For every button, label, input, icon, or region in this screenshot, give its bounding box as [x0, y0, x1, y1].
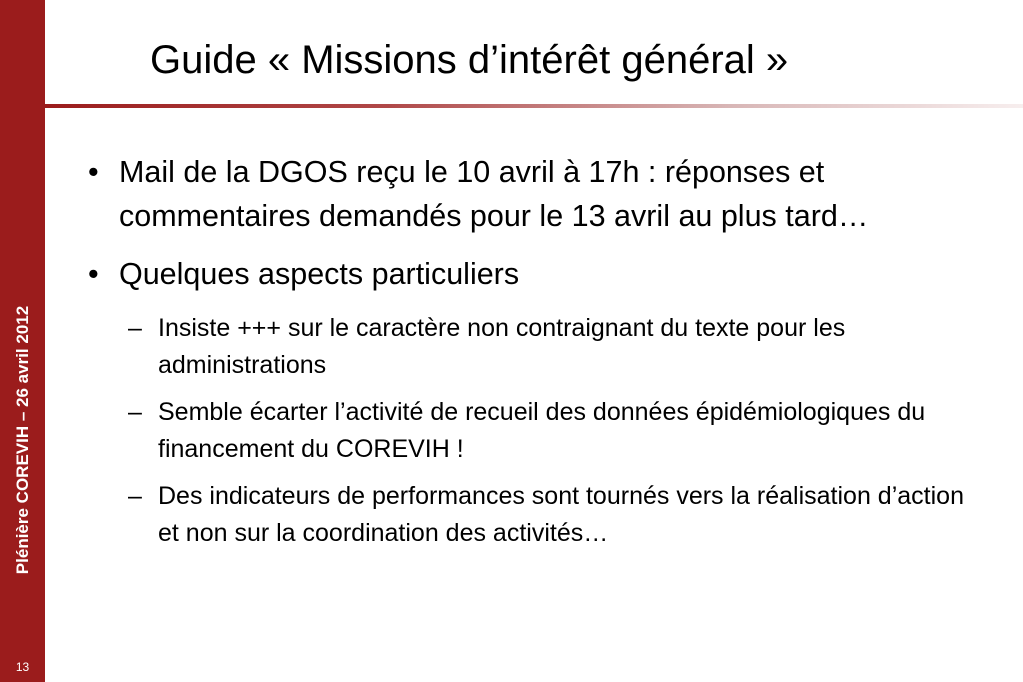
- bullet-item: • Quelques aspects particuliers: [82, 252, 982, 296]
- sub-bullet-item: – Des indicateurs de performances sont tournés vers la réalisation d’action et non sur la coordination des activités…: [120, 478, 982, 552]
- slide-number: 13: [15, 660, 30, 674]
- slide-content: [82, 150, 982, 562]
- title-divider: [45, 104, 1023, 108]
- sub-bullet-item: – Semble écarter l’activité de recueil des données épidémiologiques du financement du COREVIH !: [120, 394, 982, 468]
- sidebar-caption: Plénière COREVIH – 26 avril 2012: [13, 305, 32, 575]
- sub-bullet-item: – Insiste +++ sur le caractère non contraignant du texte pour les administrations: [120, 310, 982, 384]
- sidebar: [0, 0, 45, 682]
- slide-title: Guide « Missions d’intérêt général »: [150, 38, 789, 82]
- bullet-item: • Mail de la DGOS reçu le 10 avril à 17h : réponses et commentaires demandés pour le 13 avril au plus tard…: [82, 150, 982, 238]
